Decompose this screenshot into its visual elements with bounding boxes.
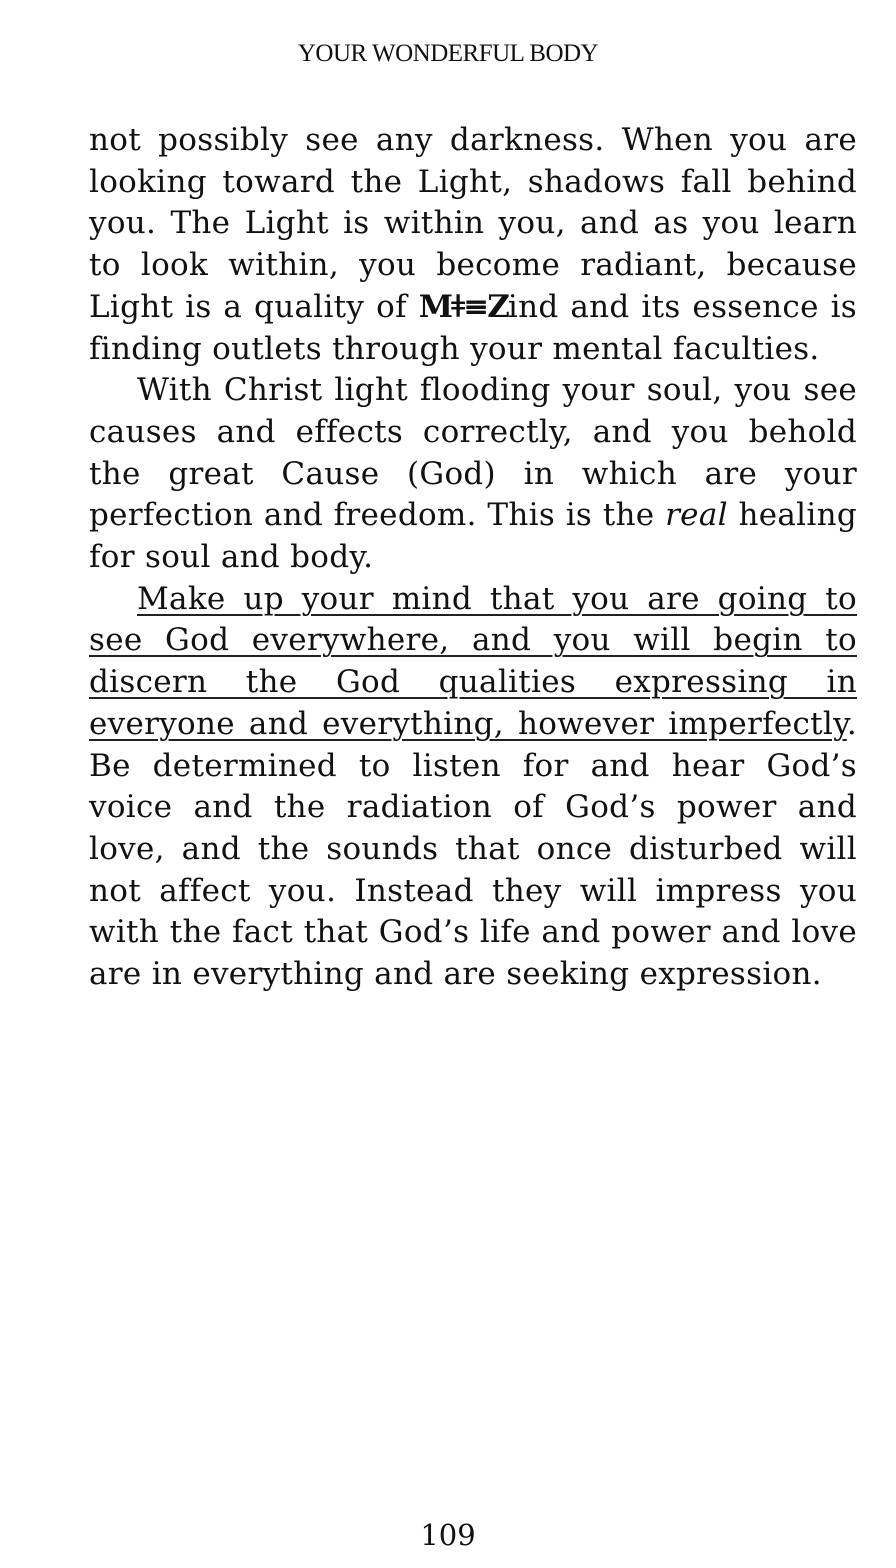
handwritten-correction-mark: Mǂ≡Z: [418, 288, 508, 325]
paragraph-2-italic-word: real: [665, 497, 728, 534]
page-number: 109: [420, 1518, 476, 1552]
running-head: YOUR WONDERFUL BODY: [297, 40, 599, 67]
body-text: [89, 120, 857, 996]
paragraph-3: [89, 579, 857, 996]
paragraph-2: [89, 370, 857, 579]
paragraph-2-text-b: healing for soul and body.: [89, 497, 857, 576]
paragraph-1-text-b: ind and its essence is finding outlets through your mental faculties.: [89, 288, 857, 367]
paragraph-3-text: . Be determined to listen for and hear God’s voice and the radiation of God’s power and love, and the sounds that once disturbed will not affect you. Instead they will impress you with the fact that God’s life and power and love are in everything and are seeking expression.: [89, 705, 857, 993]
hand-underlined-passage: Make up your mind that you are going to see God everywhere, and you will begin to discern the God qualities expressing in everyone and everything, however imperfectly: [89, 580, 857, 742]
paragraph-1: [89, 120, 857, 370]
paragraph-1-text-a: not possibly see any darkness. When you are looking toward the Light, shadows fall behind you. The Light is within you, and as you learn to look within, you become radiant, because Light is a quality of: [89, 122, 857, 325]
paragraph-2-text-a: With Christ light flooding your soul, you see causes and effects correctly, and you behold the great Cause (God) in which are your perfection and freedom. This is the: [89, 372, 857, 534]
